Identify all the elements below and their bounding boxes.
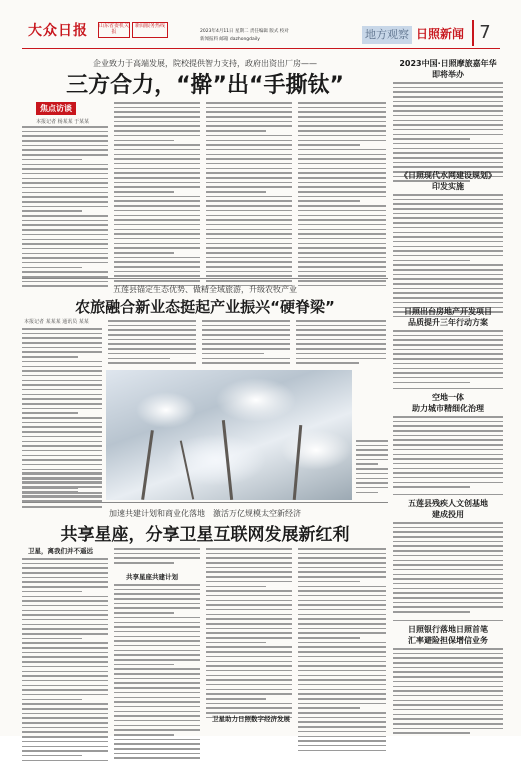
sidebar-title-1b: 即将举办: [432, 70, 464, 79]
story1-text-col3: [206, 102, 292, 290]
story3-kicker: 加速共建计划和商业化落地 激活万亿规模太空新经济: [109, 509, 301, 518]
masthead: [0, 0, 521, 54]
section-tab: 地方观察: [362, 26, 412, 44]
story3-text-col2: [114, 548, 200, 567]
story-divider-1: [22, 278, 388, 279]
sidebar-title-3: 日照出台房地产开发项目: [404, 307, 492, 316]
sidebar-title-6: 日照银行落地日照首笔: [408, 625, 488, 634]
story3-text-col3: [206, 548, 292, 721]
story3-text-col1: [22, 558, 108, 764]
story-divider-2: [22, 502, 388, 503]
main-column: [22, 52, 388, 723]
dateline: 2023年4月11日 星期二 责任编辑 版式 校对: [200, 29, 289, 34]
story3-subhead-1: 卫星，离我们并不遥远: [28, 547, 93, 555]
sidebar-title-4b: 助力城市精细化治理: [412, 404, 484, 413]
sidebar-text-5: [393, 522, 503, 616]
sidebar-text-4: [393, 416, 503, 491]
story1-text-col2: [114, 102, 200, 290]
story1-text-col1: [22, 126, 108, 290]
story1-badge: 焦点访谈: [36, 102, 76, 115]
sidebar-divider-3: [393, 388, 503, 389]
newspaper-logo: 大众日报: [28, 23, 88, 39]
story1-text-col4: [298, 102, 386, 290]
sidebar-title-5: 五莲县残疾人文创基地: [408, 499, 488, 508]
dateline-contact: 新闻报料 邮箱 dazhongdaily: [200, 37, 260, 42]
story3-subhead-2: 共享星座共建计划: [126, 573, 178, 581]
sidebar-divider-2: [393, 302, 503, 303]
photo-caption: [356, 440, 388, 496]
story3-text-col2b: [114, 584, 200, 762]
sidebar-title-3b: 品质提升三年行动方案: [408, 318, 488, 327]
section-brand: 日照新闻: [416, 27, 465, 41]
sidebar-divider-1: [393, 166, 503, 167]
story2-text-col1b: [22, 472, 102, 505]
story2-text-col2: [108, 320, 196, 367]
sidebar-divider-4: [393, 494, 503, 495]
story2-byline: 本报记者 某某某 通讯员 某某: [24, 319, 89, 325]
news-sidebar: [393, 52, 503, 720]
story2-kicker: 五莲县锚定生态优势、做精全域旅游，升级农牧产业: [113, 285, 297, 294]
story2-headline: 农旅融合新业态挺起产业振兴“硬脊梁”: [75, 298, 335, 316]
masthead-divider: [22, 48, 500, 49]
sidebar-title-2b: 印发实施: [432, 182, 464, 191]
story2-text-col4: [296, 320, 386, 367]
story1-kicker: 企业致力于高端发展，院校提供智力支持，政府出资出厂房——: [93, 59, 317, 68]
sidebar-title-4: 空地一体: [432, 393, 464, 402]
story2-text-col3: [202, 320, 290, 367]
sidebar-text-6: [393, 648, 503, 737]
story3-text-col4: [298, 548, 386, 754]
story3-subhead-3: 卫星助力日照数字经济发展: [212, 715, 290, 723]
page-number: 7: [472, 20, 496, 46]
story1-byline: 本报记者 杨某某 于某某: [36, 119, 90, 125]
sidebar-divider-5: [393, 620, 503, 621]
sidebar-text-3: [393, 330, 503, 386]
blossom-photo: [106, 370, 352, 500]
sidebar-title-2: 《日照现代水网建设规划》: [400, 171, 496, 180]
masthead-seal-left: 山东省委机关报: [98, 22, 130, 38]
masthead-seal-right: 新闻服务热线: [132, 22, 168, 38]
story1-headline: 三方合力，“擀”出“手撕钛”: [66, 73, 344, 98]
sidebar-title-6b: 汇率避险担保增信业务: [408, 636, 488, 645]
story3-headline: 共享星座，分享卫星互联网发展新红利: [60, 525, 350, 545]
sidebar-title-1: 2023中国·日照摩旅嘉年华: [399, 59, 497, 68]
sidebar-title-5b: 建成投用: [432, 510, 464, 519]
